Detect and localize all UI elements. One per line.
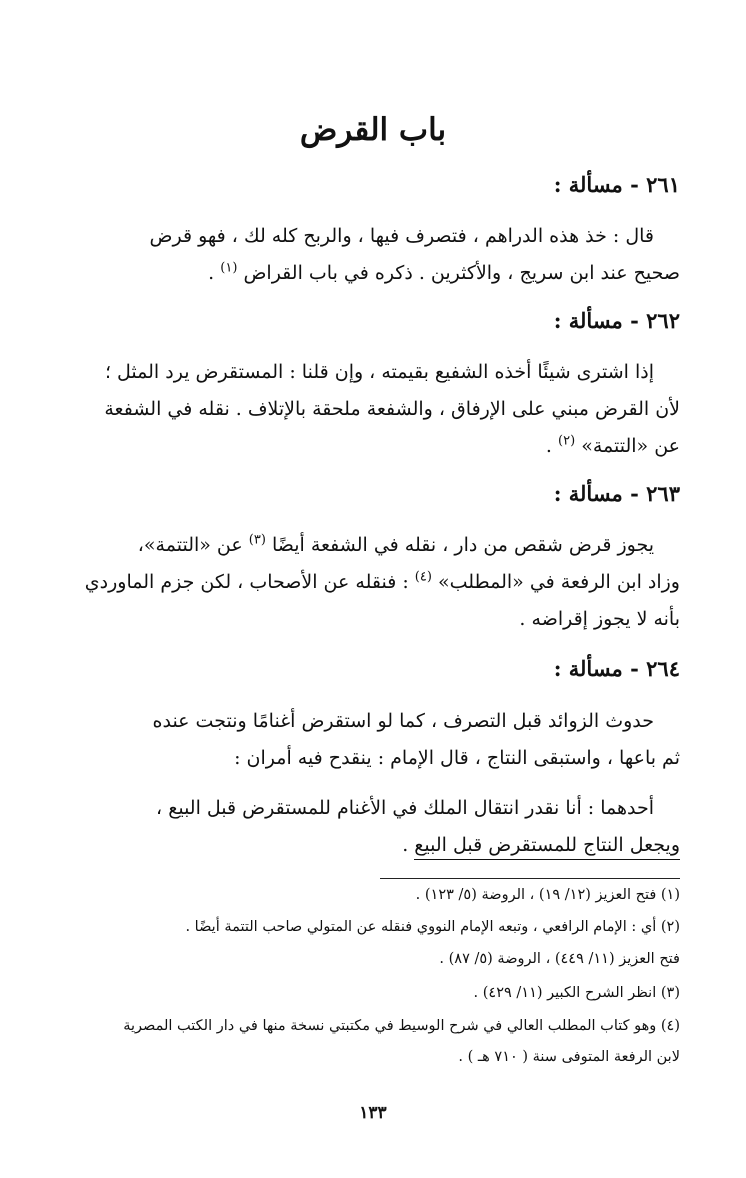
text-line: قال : خذ هذه الدراهم ، فتصرف فيها ، والربح كله لك ، فهو قرض	[149, 225, 654, 247]
footnote-ref: (١)	[220, 260, 238, 276]
underlined-text: ويجعل النتاج للمستقرض قبل البيع	[414, 834, 680, 860]
text-line: حدوث الزوائد قبل التصرف ، كما لو استقرض أغنامًا ونتجت عنده	[152, 710, 654, 732]
text-line: ثم باعها ، واستبقى النتاج ، قال الإمام : ينقدح فيه أمران :	[234, 747, 680, 769]
footnote-1: (١) فتح العزيز (١٢/ ١٩) ، الروضة (٥/ ١٢٣) .	[415, 887, 680, 903]
footnote-3: (٣) انظر الشرح الكبير (١١/ ٤٢٩) .	[473, 985, 680, 1001]
first-matter-paragraph	[66, 790, 680, 864]
footnote-4-continued: لابن الرفعة المتوفى سنة ( ٧١٠ هـ ) .	[458, 1049, 680, 1065]
masala-heading-263: ٢٦٣ - مسألة :	[553, 481, 680, 506]
footnote-4: (٤) وهو كتاب المطلب العالي في شرح الوسيط في مكتبتي نسخة منها في دار الكتب المصرية	[123, 1018, 680, 1034]
footnote-2-continued: فتح العزيز (١١/ ٤٤٩) ، الروضة (٥/ ٨٧) .	[439, 951, 680, 967]
text-line: صحيح عند ابن سريج ، والأكثرين . ذكره في باب القراض $^{(١)}$ .	[208, 260, 680, 284]
text-line: أحدهما : أنا نقدر انتقال الملك في الأغنام للمستقرض قبل البيع ،	[156, 797, 654, 819]
text-line: وزاد ابن الرفعة في «المطلب» $^{(٤)}$ : فنقله عن الأصحاب ، لكن جزم الماوردي	[84, 569, 680, 593]
footnote-separator	[380, 878, 680, 879]
text-line: عن «التتمة» $^{(٢)}$ .	[545, 433, 680, 457]
text-line: يجوز قرض شقص من دار ، نقله في الشفعة أيضًا $^{(٣)}$ عن «التتمة»،	[137, 532, 654, 556]
masala-body-262	[66, 354, 680, 465]
footnote-ref: (٣)	[248, 532, 266, 548]
text-line: بأنه لا يجوز إقراضه .	[519, 608, 680, 630]
masala-body-264	[66, 703, 680, 777]
chapter-title: باب القرض	[299, 112, 447, 148]
masala-heading-262: ٢٦٢ - مسألة :	[553, 308, 680, 333]
footnote-ref: (٤)	[414, 569, 432, 585]
masala-heading-264: ٢٦٤ - مسألة :	[553, 656, 680, 681]
text-line: لأن القرض مبني على الإرفاق ، والشفعة ملحقة بالإتلاف . نقله في الشفعة	[104, 398, 680, 420]
text-line: إذا اشترى شيئًا أخذه الشفيع بقيمته ، وإن قلنا : المستقرض يرد المثل ؛	[104, 361, 654, 383]
masala-heading-261: ٢٦١ - مسألة :	[553, 172, 680, 197]
footnote-2: (٢) أي : الإمام الرافعي ، وتبعه الإمام النووي فنقله عن المتولي صاحب التتمة أيضًا .	[185, 919, 680, 935]
masala-body-263	[66, 527, 680, 638]
masala-body-261	[66, 218, 680, 292]
page-number: ١٣٣	[359, 1103, 387, 1123]
text-line: ويجعل النتاج للمستقرض قبل البيع .	[66, 827, 680, 864]
footnote-ref: (٢)	[558, 433, 576, 449]
